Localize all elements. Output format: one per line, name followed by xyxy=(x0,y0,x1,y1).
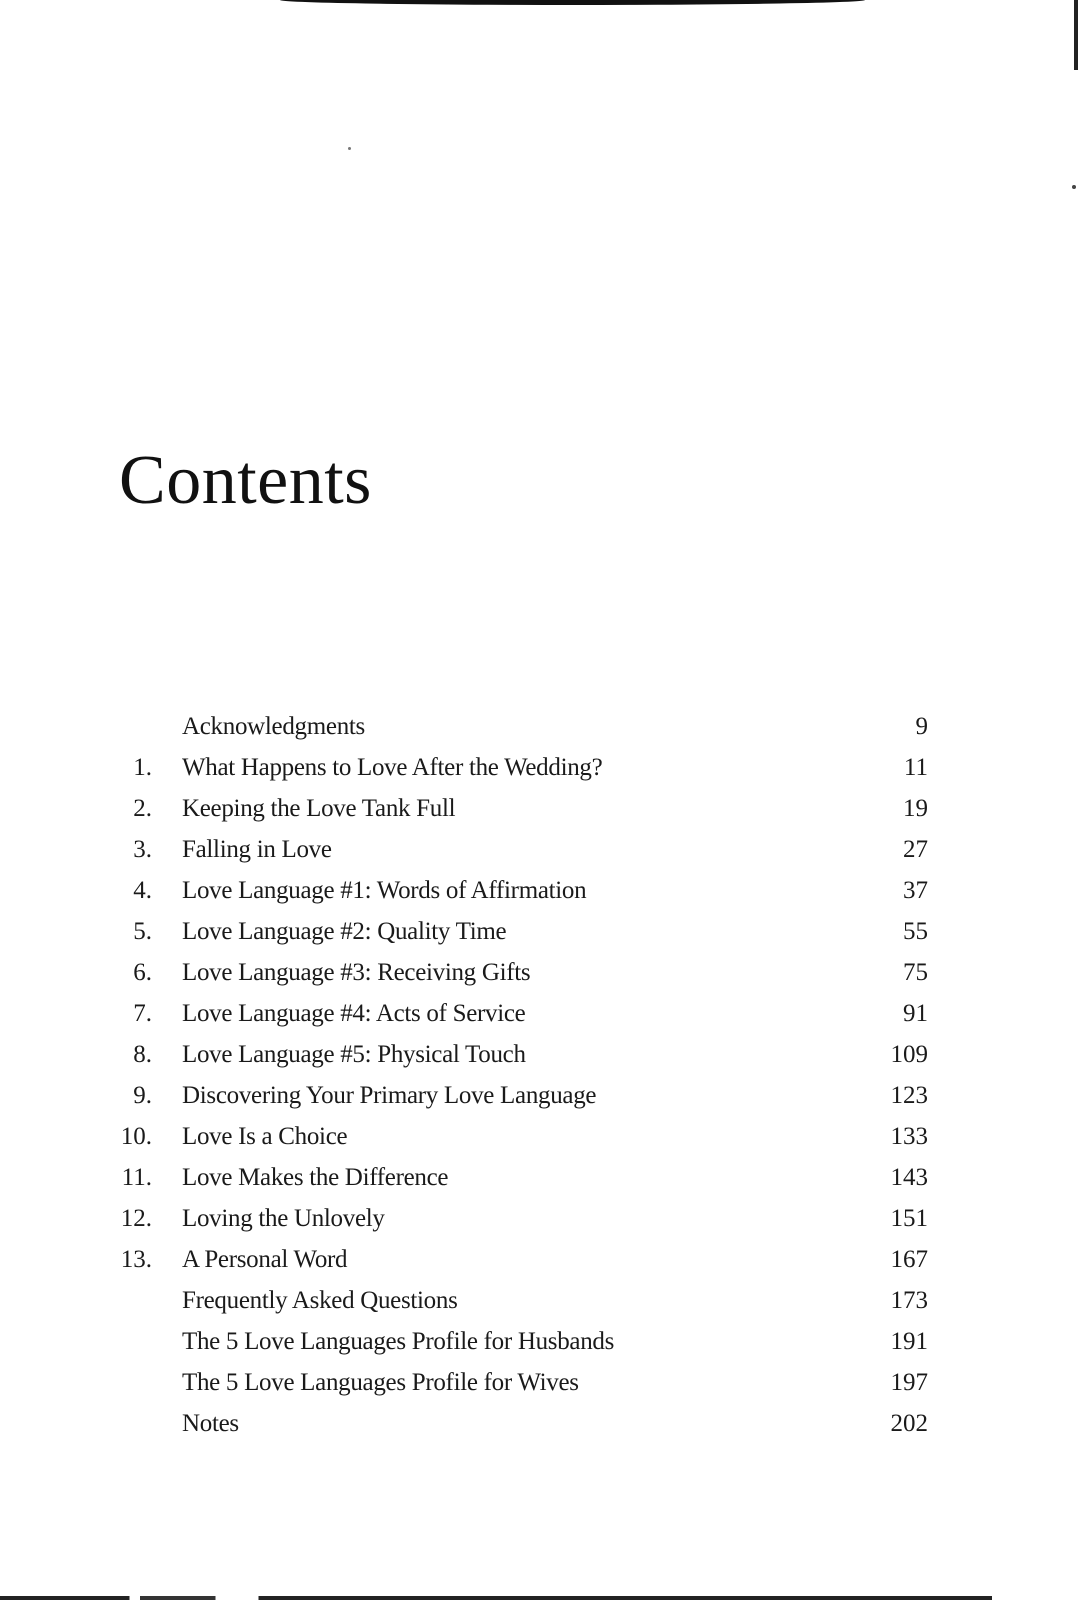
page-number: 109 xyxy=(890,1041,928,1068)
toc-entry-chapter-2 xyxy=(0,795,1078,836)
page-number: 27 xyxy=(903,836,928,863)
toc-entry-acknowledgments xyxy=(0,713,1078,754)
toc-entry-chapter-8 xyxy=(0,1041,1078,1082)
chapter-number: 6. xyxy=(133,959,152,986)
chapter-number: 4. xyxy=(133,877,152,904)
page-number: 75 xyxy=(903,959,928,986)
scan-speck xyxy=(348,147,351,150)
page-number: 197 xyxy=(890,1369,928,1396)
toc-entry-chapter-9 xyxy=(0,1082,1078,1123)
toc-entry-chapter-1 xyxy=(0,754,1078,795)
chapter-number: 1. xyxy=(133,754,152,781)
chapter-number: 2. xyxy=(133,795,152,822)
chapter-title: Love Is a Choice xyxy=(182,1123,348,1150)
toc-entry-chapter-11 xyxy=(0,1164,1078,1205)
chapter-title: Love Language #5: Physical Touch xyxy=(182,1041,526,1068)
toc-entry-chapter-3 xyxy=(0,836,1078,877)
toc-entry-chapter-13 xyxy=(0,1246,1078,1287)
page-number: 11 xyxy=(903,754,928,781)
chapter-number: 5. xyxy=(133,918,152,945)
chapter-title: Keeping the Love Tank Full xyxy=(182,795,456,822)
page-number: 9 xyxy=(915,713,928,740)
chapter-title: Notes xyxy=(182,1410,239,1437)
toc-entry-chapter-12 xyxy=(0,1205,1078,1246)
chapter-title: Love Makes the Difference xyxy=(182,1164,449,1191)
page-number: 202 xyxy=(890,1410,928,1437)
toc-entry-profile-wives xyxy=(0,1369,1078,1410)
chapter-number: 8. xyxy=(133,1041,152,1068)
page-top-shadow xyxy=(280,0,865,5)
page-number: 173 xyxy=(890,1287,928,1314)
chapter-title: Falling in Love xyxy=(182,836,332,863)
chapter-number: 7. xyxy=(133,1000,152,1027)
chapter-number: 9. xyxy=(133,1082,152,1109)
chapter-title: Acknowledgments xyxy=(182,713,365,740)
toc-entry-chapter-10 xyxy=(0,1123,1078,1164)
chapter-number: 13. xyxy=(120,1246,152,1273)
toc-entry-chapter-6 xyxy=(0,959,1078,1000)
chapter-title: A Personal Word xyxy=(182,1246,348,1273)
chapter-title: Frequently Asked Questions xyxy=(182,1287,458,1314)
chapter-title: Love Language #2: Quality Time xyxy=(182,918,507,945)
page-number: 143 xyxy=(890,1164,928,1191)
chapter-number: 10. xyxy=(120,1123,152,1150)
toc-entry-profile-husbands xyxy=(0,1328,1078,1369)
toc-entry-chapter-4 xyxy=(0,877,1078,918)
chapter-number: 12. xyxy=(120,1205,152,1232)
chapter-title: Love Language #3: Receiving Gifts xyxy=(182,959,531,986)
toc-entry-faq xyxy=(0,1287,1078,1328)
scan-speck xyxy=(1072,185,1076,189)
chapter-title: Love Language #1: Words of Affirmation xyxy=(182,877,587,904)
page-number: 19 xyxy=(903,795,928,822)
page-number: 37 xyxy=(903,877,928,904)
page-right-shadow xyxy=(1074,0,1078,70)
table-of-contents xyxy=(0,713,1078,1451)
chapter-title: The 5 Love Languages Profile for Wives xyxy=(182,1369,579,1396)
chapter-title: The 5 Love Languages Profile for Husbands xyxy=(182,1328,615,1355)
page-number: 167 xyxy=(890,1246,928,1273)
page-number: 151 xyxy=(890,1205,928,1232)
chapter-number: 11. xyxy=(121,1164,152,1191)
chapter-title: What Happens to Love After the Wedding? xyxy=(182,754,603,781)
page-number: 191 xyxy=(890,1328,928,1355)
chapter-title: Discovering Your Primary Love Language xyxy=(182,1082,597,1109)
chapter-title: Love Language #4: Acts of Service xyxy=(182,1000,526,1027)
toc-entry-chapter-5 xyxy=(0,918,1078,959)
page-number: 123 xyxy=(890,1082,928,1109)
toc-entry-notes xyxy=(0,1410,1078,1451)
chapter-title: Loving the Unlovely xyxy=(182,1205,385,1232)
toc-entry-chapter-7 xyxy=(0,1000,1078,1041)
page-number: 133 xyxy=(890,1123,928,1150)
page-number: 55 xyxy=(903,918,928,945)
page-bottom-shadow xyxy=(0,1596,1078,1600)
chapter-number: 3. xyxy=(133,836,152,863)
page-title: Contents xyxy=(119,442,372,519)
page-number: 91 xyxy=(903,1000,928,1027)
